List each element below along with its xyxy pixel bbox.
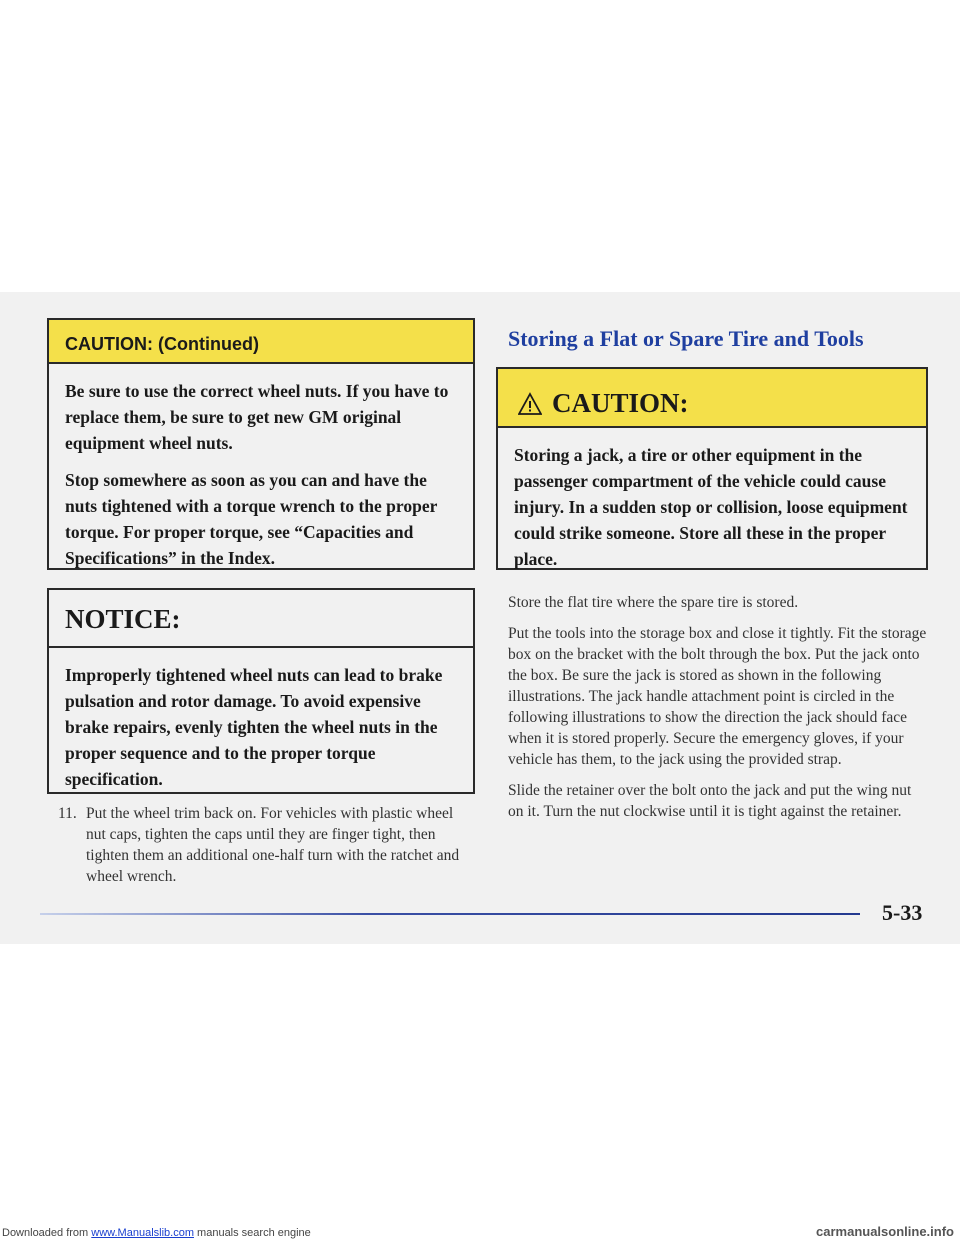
caution-continued-body <box>49 364 473 571</box>
footer-suffix: manuals search engine <box>197 1227 311 1239</box>
caution-title: CAUTION: <box>552 388 689 418</box>
notice-body <box>49 648 473 792</box>
step-text: Put the wheel trim back on. For vehicles with plastic wheel nut caps, tighten the caps until they are finger tight, then tighten them an additional one-half turn with the ratchet and wheel wrench. <box>86 805 460 885</box>
footer-rule <box>40 913 860 915</box>
notice-header: NOTICE: <box>49 590 473 648</box>
caution-continued-box <box>47 318 475 570</box>
notice-box <box>47 588 475 794</box>
paragraph: Slide the retainer over the bolt onto the jack and put the wing nut on it. Turn the nut clockwise until it is tight against the retainer. <box>508 782 912 820</box>
caution-text: Storing a jack, a tire or other equipment in the passenger compartment of the vehicle could cause injury. In a sudden stop or collision, loose equipment could strike someone. Store all these in the proper place. <box>514 445 908 569</box>
paragraph: Put the tools into the storage box and close it tightly. Fit the storage box on the bracket with the bolt through the box. Put the jack onto the box. Be sure the jack is stored as shown in the following illustrations. The jack handle attachment point is circled in the following illustrations to show the direction the jack should face when it is stored properly. Secure the emergency gloves, if your vehicle has them, to the jack using the provided strap. <box>508 625 927 768</box>
watermark: carmanualsonline.info <box>816 1224 954 1239</box>
footer-source <box>2 1227 311 1239</box>
caution-body <box>498 428 926 572</box>
warning-triangle-icon <box>518 392 542 416</box>
caution-header <box>498 369 926 428</box>
caution-continued-paragraph: Stop somewhere as soon as you can and have the nuts tightened with a torque wrench to the proper torque. For proper torque, see “Capacities and Specifications” in the Index. <box>65 470 438 568</box>
footer-prefix: Downloaded from <box>2 1227 89 1239</box>
section-title: Storing a Flat or Spare Tire and Tools <box>508 326 864 351</box>
caution-continued-header: CAUTION: (Continued) <box>49 320 473 364</box>
right-body-text <box>508 592 928 832</box>
page-number: 5-33 <box>882 900 923 925</box>
download-footer <box>0 1226 960 1242</box>
manualslib-link[interactable]: www.Manualslib.com <box>91 1227 194 1239</box>
caution-continued-paragraph: Be sure to use the correct wheel nuts. If you have to replace them, be sure to get new GM original equipment wheel nuts. <box>65 381 449 453</box>
notice-text: Improperly tightened wheel nuts can lead to brake pulsation and rotor damage. To avoid expensive brake repairs, evenly tighten the wheel nuts in the proper sequence and to the proper torque specification. <box>65 665 443 789</box>
caution-box <box>496 367 928 570</box>
step-number: 11. <box>58 805 77 822</box>
paragraph: Store the flat tire where the spare tire is stored. <box>508 594 799 611</box>
step-11 <box>58 803 468 887</box>
